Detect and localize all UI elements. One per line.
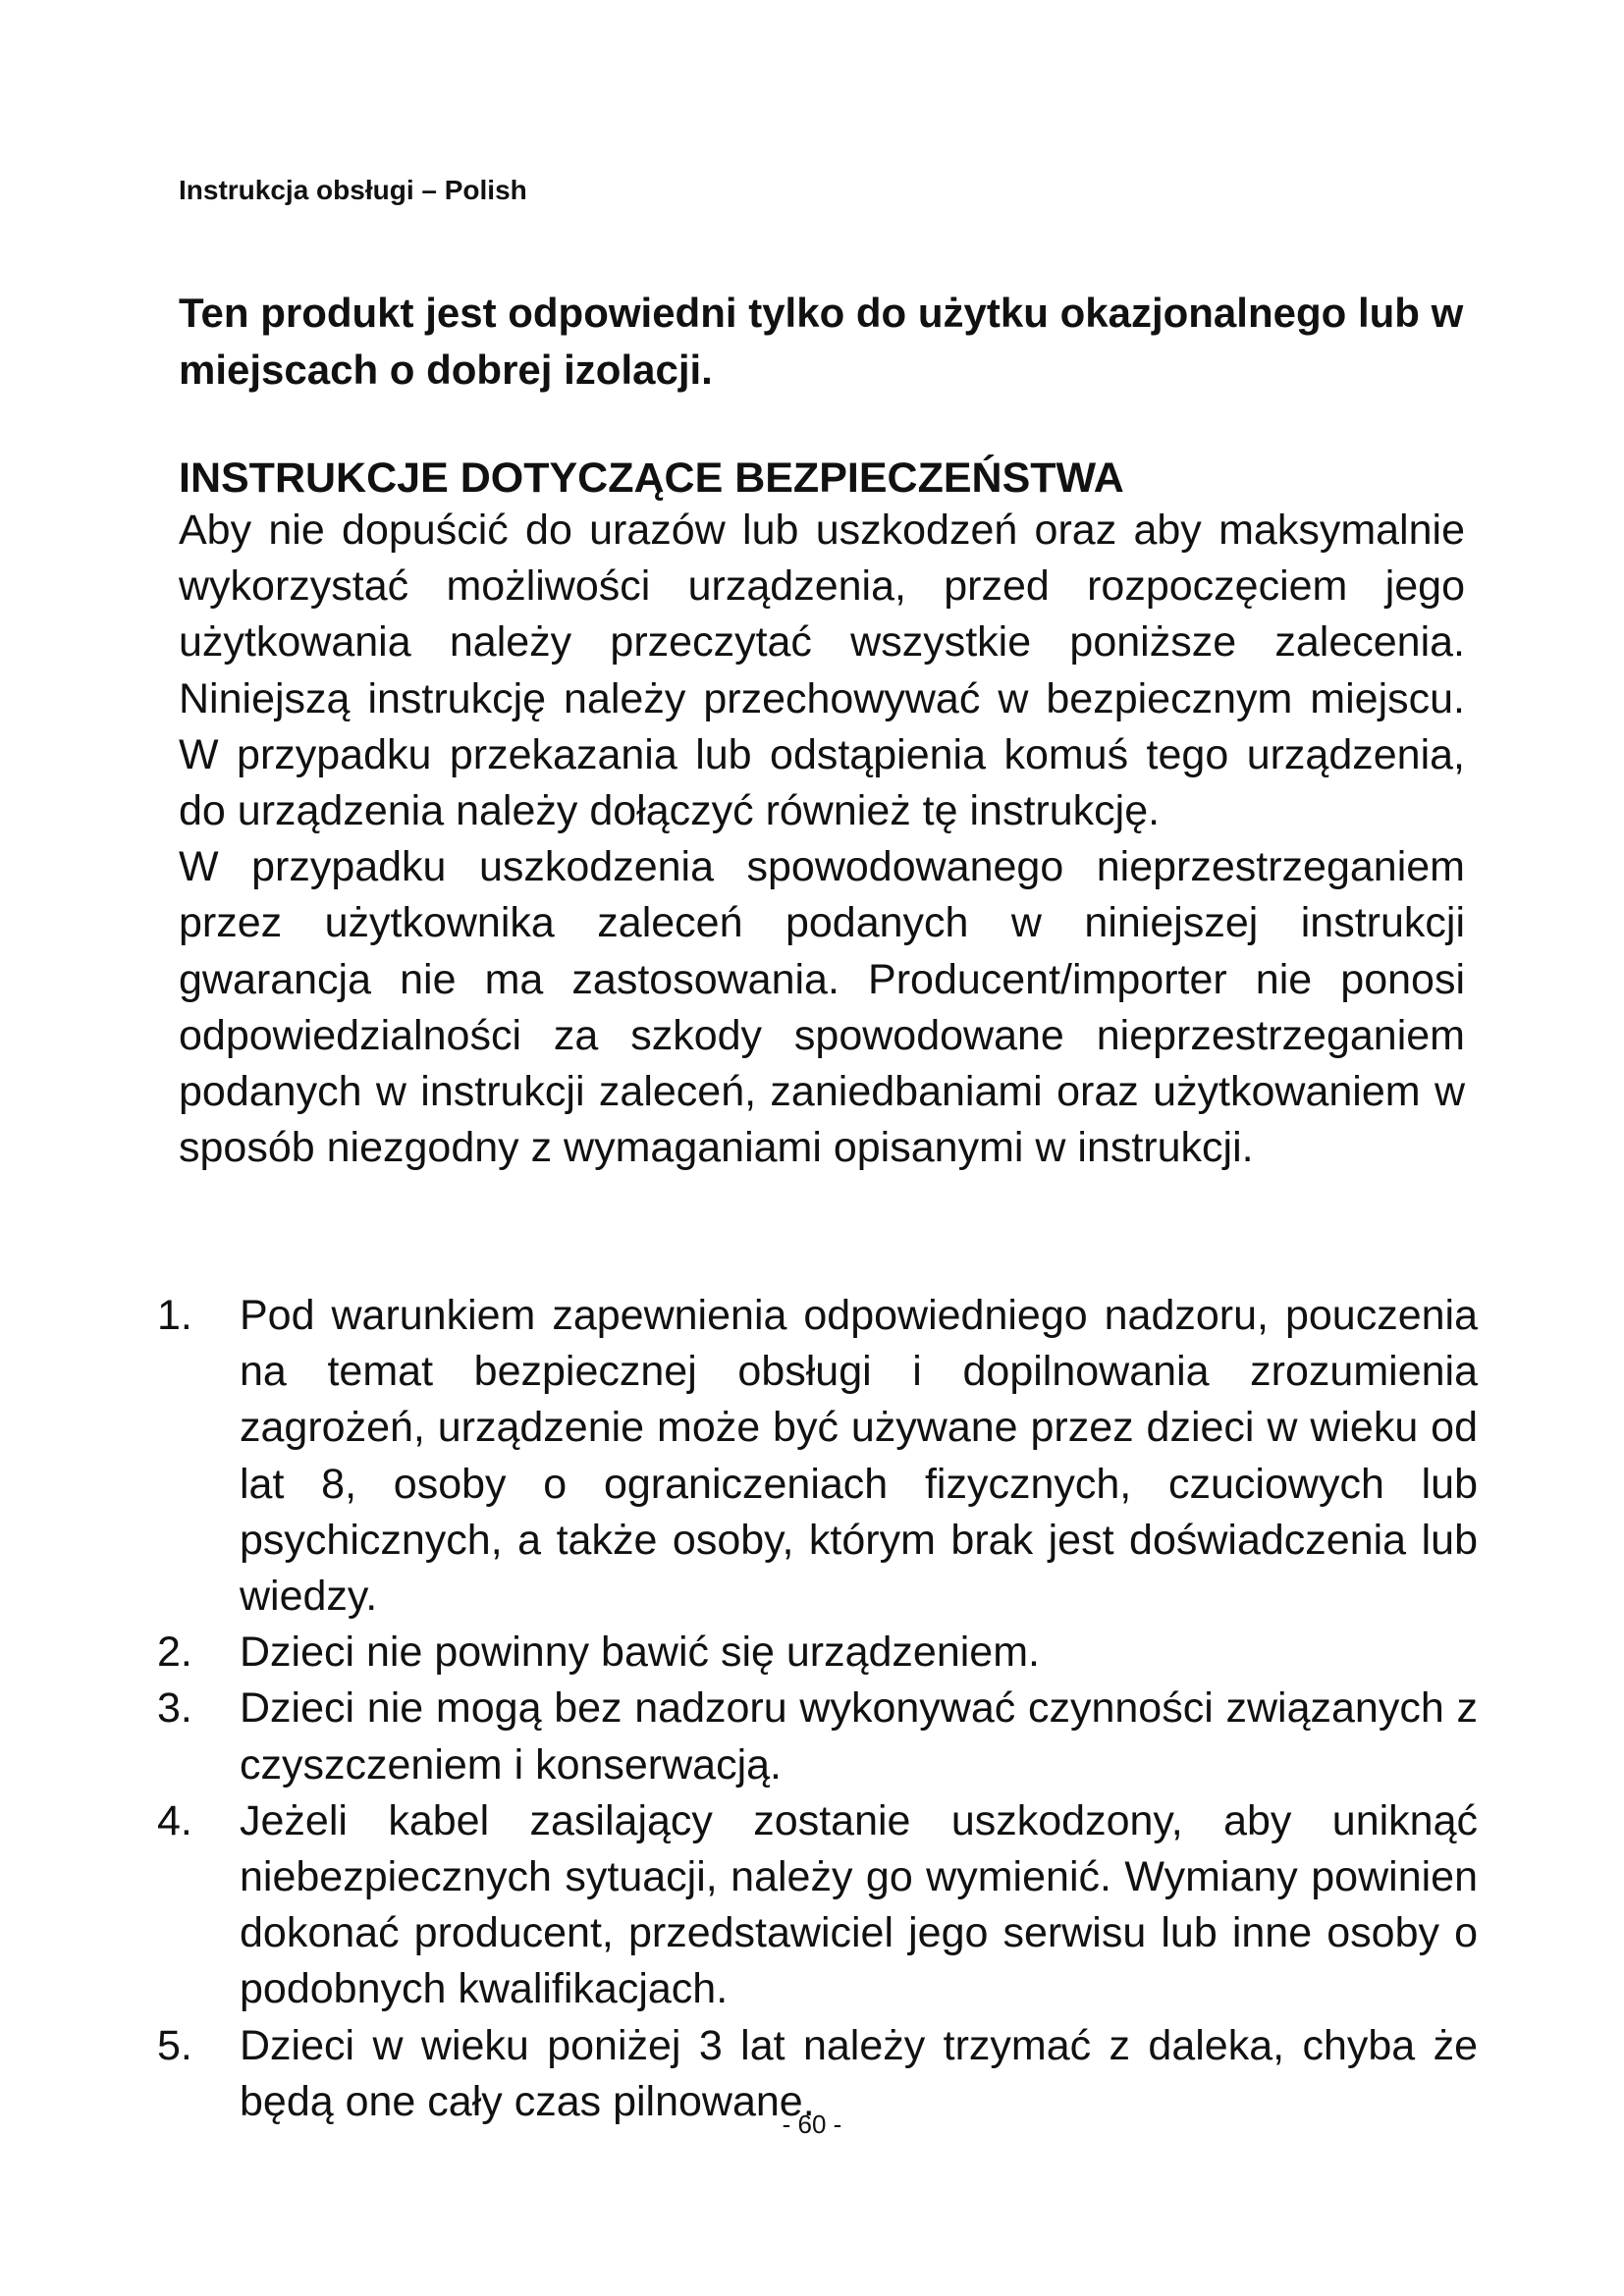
safety-list — [157, 1288, 1478, 2130]
list-item-number: 1. — [157, 1292, 192, 1339]
list-item-number: 3. — [157, 1684, 192, 1733]
list-item — [157, 1681, 1478, 1792]
list-item — [157, 1625, 1478, 1681]
paragraph-intro: Aby nie dopuścić do urazów lub uszkodzeń oraz aby maksymalnie wykorzystać możliwości urządzenia, przed rozpoczęciem jego użytkowania należy przeczytać wszystkie poniższe zalecenia. Niniejszą instrukcję należy przechowywać w bezpiecznym miejscu. W przypadku przekazania lub odstąpienia komuś tego urządzenia, do urządzenia należy dołączyć również tę instrukcję. — [179, 507, 1465, 835]
list-item-number: 2. — [157, 1629, 192, 1677]
list-item-text: Pod warunkiem zapewnienia odpowiedniego nadzoru, pouczenia na temat bezpiecznej obsługi i dopilnowania zrozumienia zagrożeń, urządzenie może być używane przez dzieci w wieku od lat 8, osoby o ograniczeniach fizycznych, czuciowych lub psychicznych, a także osoby, którym brak jest doświadczenia lub wiedzy. — [240, 1292, 1478, 1621]
list-item-text: Dzieci w wieku poniżej 3 lat należy trzymać z daleka, chyba że będą one cały czas pilnowane. — [240, 2021, 1478, 2125]
list-item-text: Jeżeli kabel zasilający zostanie uszkodzony, aby uniknąć niebezpiecznych sytuacji, należy go wymienić. Wymiany powinien dokonać producent, przedstawiciel jego serwisu lub inne osoby o podobnych kwalifikacjach. — [240, 1796, 1478, 2013]
list-item — [157, 1793, 1478, 2018]
page-number: - 60 - — [782, 2109, 842, 2139]
list-item-text: Dzieci nie mogą bez nadzoru wykonywać czynności związanych z czyszczeniem i konserwacją. — [240, 1684, 1478, 1789]
usage-warning: Ten produkt jest odpowiedni tylko do użytku okazjonalnego lub w miejscach o dobrej izolacji. — [179, 290, 1464, 393]
list-item-number: 5. — [157, 2021, 192, 2069]
paragraph-warranty: W przypadku uszkodzenia spowodowanego nieprzestrzeganiem przez użytkownika zaleceń podanych w niniejszej instrukcji gwarancja nie ma zastosowania. Producent/importer nie ponosi odpowiedzialności za szkody spowodowane nieprzestrzeganiem podanych w instrukcji zaleceń, zaniedbaniami oraz użytkowaniem w sposób niezgodny z wymaganiami opisanymi w instrukcji. — [179, 843, 1465, 1172]
list-item — [157, 1288, 1478, 1625]
section-title: INSTRUKCJE DOTYCZĄCE BEZPIECZEŃSTWA — [179, 454, 1124, 502]
section-body — [179, 503, 1465, 1176]
page-header: Instrukcja obsługi – Polish — [179, 175, 527, 205]
list-item-number: 4. — [157, 1796, 192, 1844]
list-item-text: Dzieci nie powinny bawić się urządzeniem. — [240, 1629, 1040, 1677]
